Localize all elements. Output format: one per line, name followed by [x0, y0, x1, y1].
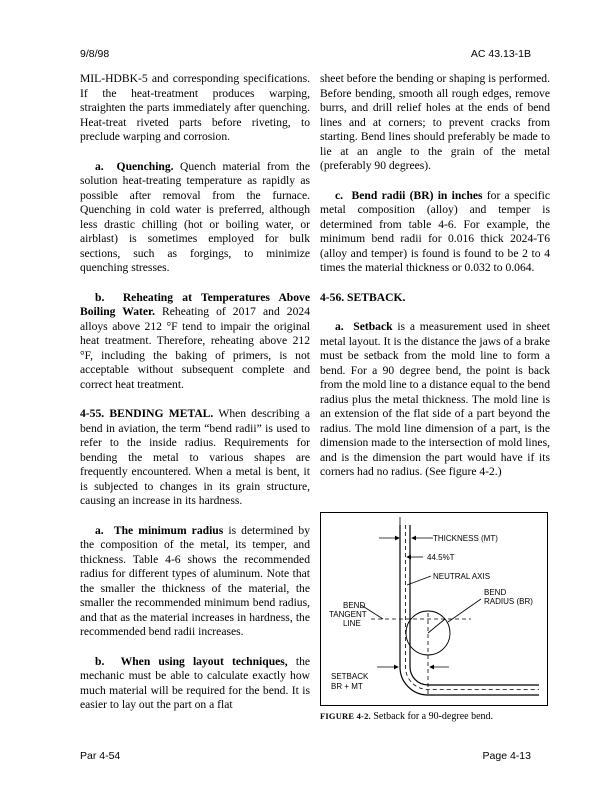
figure-setback	[320, 512, 548, 706]
para-title: Bend radii (BR) in inches	[351, 188, 483, 202]
header-doc-id: AC 43.13-1B	[470, 48, 531, 60]
para-label: b.	[95, 654, 105, 668]
para-text: is a measurement used in sheet metal layout. It is the distance the jaws of a brake must be setback from the mold line to form a bend. For a 90 degree bend, the point is back from the mold line to a distance equal to the bend radius plus the metal thickness. The mold line is an extension of the flat side of a part beyond the radius. The mold line dimension of a part, is the dimension made to the intersection of mold lines, and is the dimension the part would have if its corners had no radius. (See figure 4-2.)	[320, 320, 551, 478]
para-label: c.	[335, 188, 344, 202]
paragraph-reheating	[80, 291, 310, 393]
left-column	[80, 72, 310, 728]
label-percent: 44.5%T	[427, 553, 455, 562]
section-4-56	[320, 291, 550, 306]
label-setback-1: SETBACK	[331, 672, 369, 681]
para-title: Quenching.	[116, 159, 174, 173]
section-text: When describing a bend in aviation, the term “bend radii” is used to refer to the inside radius. Requirements for bending the metal to various shapes are frequently encountered. When a metal is bent, it is subjected to changes in its grain structure, causing an increase in its hardness.	[80, 407, 310, 507]
para-title: When using layout techniques,	[120, 654, 288, 668]
right-column	[320, 72, 550, 495]
label-setback-2: BR + MT	[331, 682, 363, 691]
label-thickness: THICKNESS (MT)	[433, 534, 498, 543]
para-text: the mechanic must be able to calculate exactly how much material will be required for the bend. It is easier to lay out the part on a flat	[80, 654, 311, 711]
paragraph-minimum-radius	[80, 524, 310, 640]
right-paragraph-1: sheet before the bending or shaping is performed. Before bending, smooth all rough edges, remove burrs, and drill relief holes at the ends of bend lines and at corners; to prevent cracks from starting. Bend lines should preferably be made to lie at an angle to the grain of the metal (preferably 90 degrees).	[320, 72, 550, 172]
figure-caption-label: FIGURE 4-2.	[320, 711, 371, 721]
neutral-axis-line	[406, 525, 540, 690]
para-title: Setback	[353, 320, 393, 333]
para-label: a.	[335, 320, 344, 333]
label-neutral-axis: NEUTRAL AXIS	[433, 572, 491, 581]
paragraph-quenching	[80, 160, 310, 276]
para-label: b.	[95, 290, 105, 304]
sheet-outer-line	[400, 525, 539, 695]
neutral-axis-leader	[407, 576, 431, 585]
footer-par: Par 4-54	[80, 750, 121, 762]
section-4-55	[80, 407, 310, 509]
section-title: 4-55. BENDING METAL.	[80, 407, 214, 420]
header-date: 9/8/98	[80, 48, 110, 60]
footer-page: Page 4-13	[482, 750, 531, 762]
label-bend-tangent-2: TANGENT	[329, 610, 367, 619]
bend-radius-leader	[448, 599, 481, 622]
setback-diagram	[321, 513, 547, 705]
section-title: 4-56. SETBACK.	[320, 290, 406, 304]
para-text: is determined by the composition of the metal, its temper, and thickness. Table 4-6 shows the recommended radius for different types of aluminum. Note that the smaller the thickness of the material, the smaller the recommended minimum bend radius, and that as the material increases in hardness, the recommended bend radii increases.	[80, 523, 310, 638]
label-bend-tangent-1: BEND	[343, 601, 366, 610]
para-text: Quench material from the solution heat-treating temperature as rapidly as possible after removal from the furnace. Quenching in cold water is preferred, although less drastic chilling (hot or boiling water, or airblast) is sometimes employed for bulk sections, such as forgings, to minimize quenching stresses.	[80, 159, 310, 274]
para-title: Reheating at Temperatures Above Boiling Water.	[80, 290, 310, 318]
para-label: a.	[95, 523, 104, 537]
figure-caption-text: Setback for a 90-degree bend.	[370, 711, 494, 722]
para-text: for a specific metal composition (alloy) and temper is determined from table 4-6. For example, the minimum bend radii for 0.016 thick 2024-T6 (alloy and temper) is found is found to be 2 to 4 times the material thickness or 0.032 to 0.064.	[320, 188, 550, 274]
label-bend-radius-1: BEND	[484, 588, 507, 597]
label-bend-tangent-3: LINE	[343, 619, 361, 628]
paragraph-bend-radii	[320, 189, 550, 276]
left-paragraph-1: MIL-HDBK-5 and corresponding specifications. If the heat-treatment produces warping, straighten the parts immediately after quenching. Heat-treat riveted parts before riveting, to preclude warping and corrosion.	[80, 72, 310, 143]
figure-caption	[320, 711, 493, 722]
para-label: a.	[95, 159, 104, 173]
label-bend-radius-2: RADIUS (BR)	[484, 597, 533, 606]
para-title: The minimum radius	[113, 523, 224, 537]
paragraph-layout-techniques	[80, 655, 310, 713]
paragraph-setback	[320, 320, 550, 480]
radius-line	[428, 619, 445, 633]
para-text: Reheating of 2017 and 2024 alloys above 212 °F tend to impair the original heat treatment. Therefore, reheating above 212 °F, including the baking of primers, is not acceptable without subsequent complete and correct heat treatment.	[80, 305, 310, 391]
